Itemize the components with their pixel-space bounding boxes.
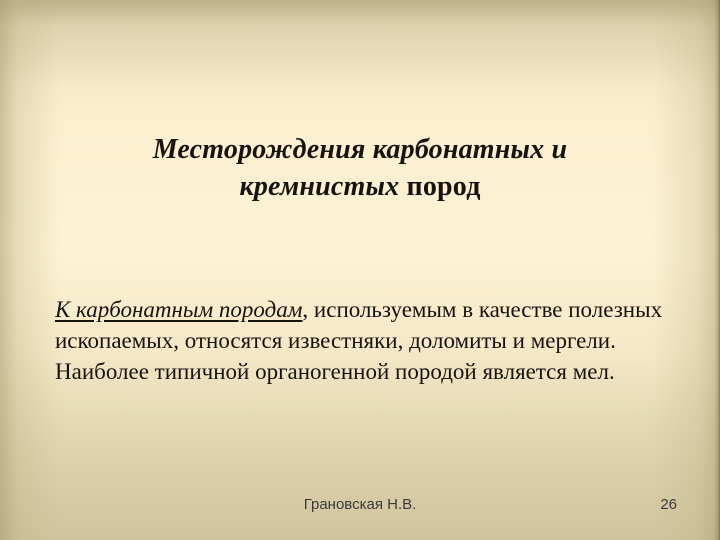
slide-title xyxy=(0,131,720,205)
slide-title-line1 xyxy=(0,131,720,168)
body-line-2-text: ископаемых, относятся известняки, доломиты и мергели. xyxy=(55,328,616,353)
body-line-1-text: , используемым в качестве полезных xyxy=(302,297,663,322)
slide-title-line2-regular: пород xyxy=(399,171,481,202)
slide-title-line2-italic: кремнистых xyxy=(239,171,400,202)
body-line-2 xyxy=(55,325,710,356)
body-lead-term: К карбонатным породам xyxy=(55,297,303,322)
slide-body-paragraph xyxy=(55,294,710,387)
body-line-3 xyxy=(55,356,710,387)
footer-author: Грановская Н.В. xyxy=(303,496,417,513)
body-line-1 xyxy=(55,294,710,325)
slide-title-line1-text: Месторождения карбонатных и xyxy=(152,134,568,165)
footer-page-number: 26 xyxy=(660,496,677,513)
slide-title-line2 xyxy=(0,168,720,205)
body-line-3-text: Наиболее типичной органогенной породой является мел. xyxy=(55,359,615,384)
